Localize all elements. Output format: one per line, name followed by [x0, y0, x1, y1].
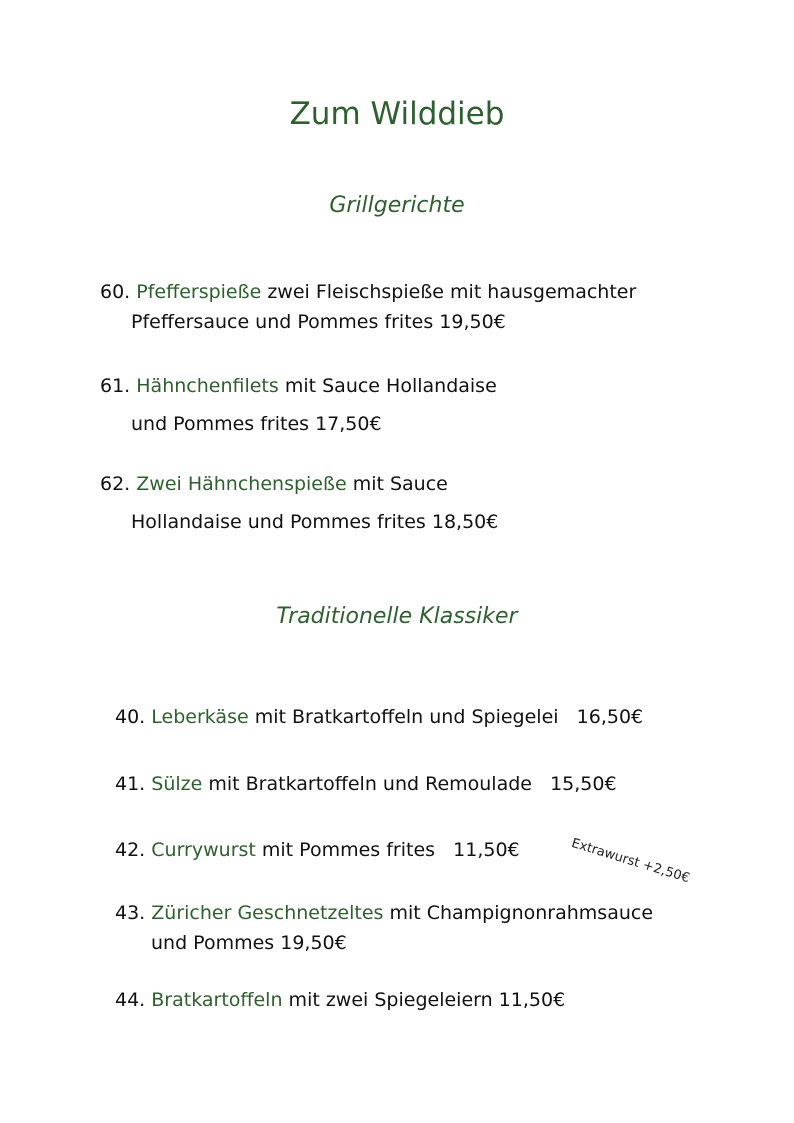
section-title-traditionelle-klassiker: Traditionelle Klassiker	[276, 604, 518, 629]
item-number: 42.	[115, 839, 146, 861]
item-description: mit Champignonrahmsauce	[383, 902, 654, 924]
item-name: Currywurst	[151, 839, 256, 861]
item-description: mit Pommes frites 11,50€	[255, 839, 520, 861]
menu-item-44	[115, 985, 565, 1015]
item-description: mit Bratkartoffeln und Remoulade 15,50€	[202, 773, 617, 795]
item-description: mit Sauce Hollandaise	[278, 375, 497, 397]
section-title-grillgerichte: Grillgerichte	[329, 193, 465, 218]
item-description: mit zwei Spiegeleiern 11,50€	[282, 989, 566, 1011]
item-description-cont: und Pommes 19,50€	[151, 932, 347, 954]
item-number: 43.	[115, 902, 146, 924]
restaurant-title: Zum Wilddieb	[289, 96, 505, 132]
menu-item-40	[115, 702, 643, 732]
menu-item-60	[100, 277, 636, 337]
menu-item-42	[115, 835, 520, 865]
item-name: Hähnchenfilets	[136, 375, 279, 397]
item-description: mit Sauce	[346, 473, 448, 495]
menu-item-43	[115, 898, 653, 958]
item-description-cont: Pfeffersauce und Pommes frites 19,50€	[131, 311, 506, 333]
menu-item-62	[100, 465, 498, 541]
item-number: 44.	[115, 989, 146, 1011]
item-name: Pfefferspieße	[136, 281, 262, 303]
item-description: zwei Fleischspieße mit hausgemachter	[261, 281, 637, 303]
item-description-cont: Hollandaise und Pommes frites 18,50€	[131, 511, 499, 533]
menu-item-41	[115, 769, 617, 799]
item-name: Zwei Hähnchenspieße	[136, 473, 347, 495]
menu-item-61	[100, 367, 497, 443]
item-description-cont: und Pommes frites 17,50€	[131, 413, 382, 435]
item-number: 61.	[100, 375, 131, 397]
item-number: 41.	[115, 773, 146, 795]
item-description: mit Bratkartoffeln und Spiegelei 16,50€	[248, 706, 644, 728]
item-number: 62.	[100, 473, 131, 495]
item-name: Sülze	[151, 773, 203, 795]
item-number: 60.	[100, 281, 131, 303]
item-name: Züricher Geschnetzeltes	[151, 902, 384, 924]
item-number: 40.	[115, 706, 146, 728]
item-name: Bratkartoffeln	[151, 989, 283, 1011]
extrawurst-note: Extrawurst +2,50€	[569, 836, 692, 887]
item-name: Leberkäse	[151, 706, 249, 728]
